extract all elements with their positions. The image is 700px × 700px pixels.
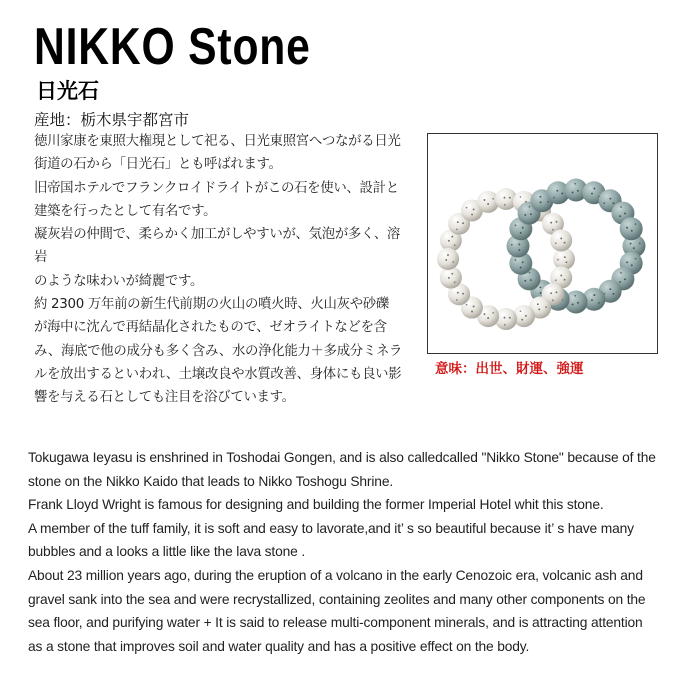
en-line: About 23 million years ago, during the eruption of a volcano in the early Cenozoic era, volcanic ash and: [28, 567, 643, 583]
en-line: A member of the tuff family, it is soft and easy to lavorate,and it’ s so beautiful because it’ s have many: [28, 520, 634, 536]
page-subtitle: 日光石: [36, 79, 99, 103]
bead: [437, 248, 459, 270]
jp-line: が海中に沈んで再結晶化されたもので、ゼオライトなどを含: [34, 320, 387, 336]
en-line: bubbles and a looks a little like the lava stone .: [28, 544, 306, 560]
jp-line: のような味わいが綺麗です。: [34, 273, 204, 289]
jp-line: 街道の石から「日光石」とも呼ばれます。: [34, 157, 282, 173]
en-line: stone on the Nikko Kaido that leads to Nikko Toshogu Shrine.: [28, 473, 394, 489]
en-line: sea floor, and purifying water + It is said to release multi-component minerals, and is attracting attention: [28, 615, 643, 631]
jp-line: 響を与える石としても注目を浴びています。: [34, 390, 295, 406]
meaning-label: 意味：出世、財運、強運: [435, 361, 584, 377]
en-line: as a stone that improves soil and water quality and has a positive effect on the body.: [28, 638, 530, 654]
jp-line: 凝灰岩の仲間で、柔らかく加工がしやすいが、気泡が多く、溶岩: [34, 227, 400, 266]
en-line: gravel sank into the sea and were recrystallized, containing zeolites and many other components on the: [28, 591, 646, 607]
jp-line: み、海底で他の成分も多く含み、水の浄化能力＋多成分ミネラ: [34, 343, 403, 359]
bead: [553, 248, 575, 270]
jp-line: 約 2300 万年前の新生代前期の火山の噴火時、火山灰や砂礫: [34, 297, 389, 313]
white-bracelet-front: [437, 248, 572, 330]
jp-line: 建築を行ったとして有名です。: [34, 203, 217, 219]
bead: [620, 217, 643, 240]
japanese-description: [34, 130, 412, 410]
bracelet-photo: [427, 133, 658, 354]
origin-label: 産地：栃木県宇都宮市: [34, 111, 190, 129]
jp-line: 旧帝国ホテルでフランクロイドライトがこの石を使い、設計と: [34, 180, 399, 196]
jp-line: 徳川家康を東照大権現として祀る、日光東照宮へつながる日光: [34, 134, 401, 149]
bead: [550, 229, 572, 251]
english-description: [28, 446, 678, 658]
en-line: Frank Lloyd Wright is famous for designing and building the former Imperial Hotel whit this stone.: [28, 497, 604, 513]
jp-line: ルを放出するといわれ、土壌改良や水質改善、身体にも良い影: [34, 366, 402, 382]
bracelet-photo-icon: [428, 134, 657, 353]
en-line: Tokugawa Ieyasu is enshrined in Toshodai Gongen, and is also calledcalled "Nikko Stone" because of the: [28, 450, 656, 465]
bead: [440, 267, 462, 289]
page-title: NIKKO Stone: [34, 18, 311, 76]
